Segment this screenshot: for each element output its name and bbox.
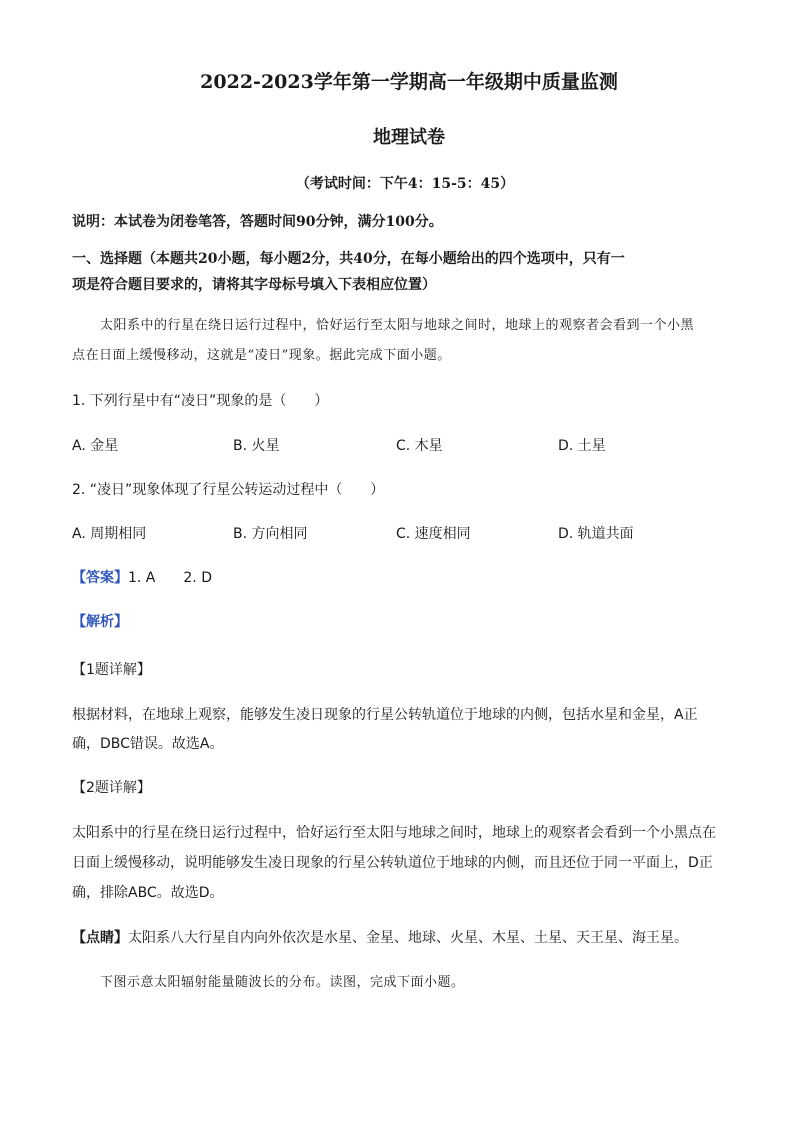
exam-time: （考试时间：下午4：15-5：45） (295, 176, 515, 192)
tip-line (72, 928, 688, 948)
answer-line (72, 568, 212, 588)
question2-option-b: B. 方向相同 (233, 526, 308, 542)
instructions: 说明：本试卷为闭卷笔答，答题时间90分钟，满分100分。 (72, 214, 443, 230)
question1-option-a: A. 金星 (72, 438, 119, 454)
question2-option-d: D. 轨道共面 (558, 526, 634, 542)
question2-option-a: A. 周期相同 (72, 526, 147, 542)
detail1-line2: 确，DBC错误。故选A。 (72, 736, 224, 752)
question1-stem: 1. 下列行星中有“凌日”现象的是（ ） (72, 393, 329, 409)
detail1-line1: 根据材料，在地球上观察，能够发生凌日现象的行星公转轨道位于地球的内侧，包括水星和金星，A正 (72, 707, 698, 723)
analysis-tag: 【解析】 (72, 614, 128, 630)
answer-text: 1. A 2. D (128, 570, 212, 586)
question1-option-c: C. 木星 (396, 438, 443, 454)
material1-line1: 太阳系中的行星在绕日运行过程中，恰好运行至太阳与地球之间时，地球上的观察者会看到一个小黑 (100, 318, 695, 333)
section-heading-line2: 项是符合题目要求的，请将其字母标号填入下表相应位置） (72, 277, 436, 293)
tip-tag: 【点睛】 (72, 930, 128, 946)
question2-stem: 2. “凌日”现象体现了行星公转运动过程中（ ） (72, 482, 385, 498)
question2-option-c: C. 速度相同 (396, 526, 471, 542)
detail2-tag: 【2题详解】 (72, 780, 151, 796)
exam-title: 2022-2023学年第一学期高一年级期中质量监测 (200, 71, 618, 93)
material2-line1: 下图示意太阳辐射能量随波长的分布。读图，完成下面小题。 (100, 975, 465, 990)
question1-option-b: B. 火星 (233, 438, 280, 454)
detail1-tag: 【1题详解】 (72, 662, 151, 678)
section-heading-line1: 一、选择题（本题共20小题，每小题2分，共40分，在每小题给出的四个选项中，只有一 (72, 251, 625, 267)
detail2-line1: 太阳系中的行星在绕日运行过程中，恰好运行至太阳与地球之间时，地球上的观察者会看到一个小黑点在 (72, 825, 716, 841)
detail2-line3: 确，排除ABC。故选D。 (72, 885, 224, 901)
tip-text: 太阳系八大行星自内向外依次是水星、金星、地球、火星、木星、土星、天王星、海王星。 (128, 930, 688, 946)
question1-option-d: D. 土星 (558, 438, 606, 454)
subject-title: 地理试卷 (373, 127, 445, 148)
detail2-line2: 日面上缓慢移动，说明能够发生凌日现象的行星公转轨道位于地球的内侧，而且还位于同一平面上，D正 (72, 855, 713, 871)
answer-tag: 【答案】 (72, 570, 128, 586)
material1-line2: 点在日面上缓慢移动，这就是“凌日”现象。据此完成下面小题。 (72, 348, 451, 363)
